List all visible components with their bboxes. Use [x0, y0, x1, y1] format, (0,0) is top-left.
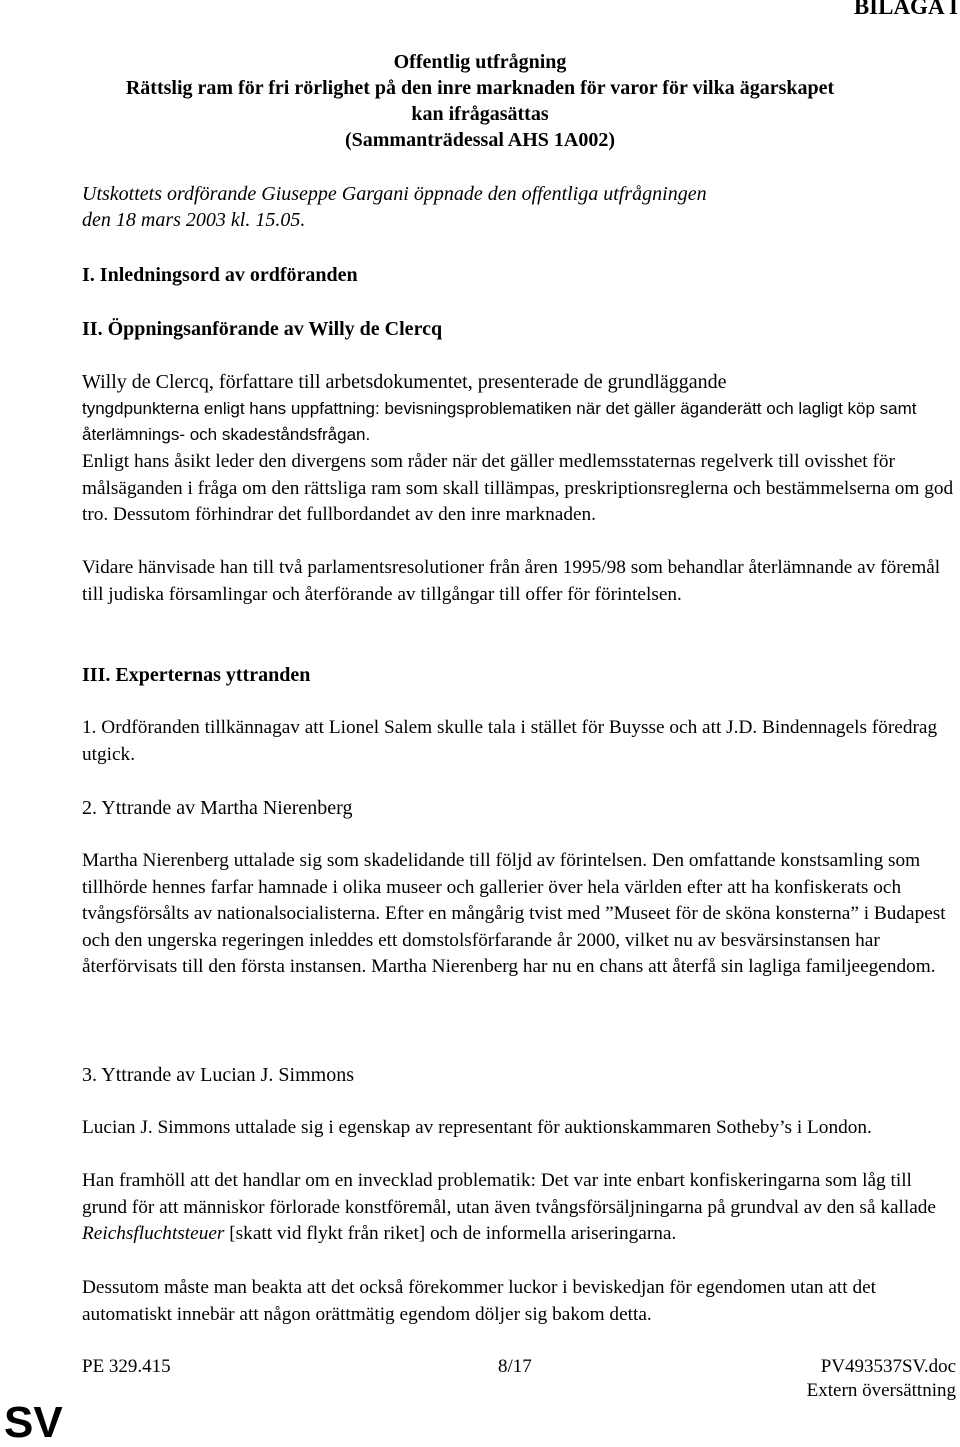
title-subject-cont: kan ifrågasättas [411, 103, 549, 125]
section-2-p2: Enligt hans åsikt leder den divergens som råder när det gäller medlemsstaternas regelverk till ovisshet för målsäganden i fråga om den rättsliga ram som skall tillämpas, preskriptionsreglerna och bestämmelserna om god tro. Dessutom förhindrar det fullbordandet av den inre marknaden. [82, 451, 954, 525]
section-2-p1-rest: tyngdpunkterna enligt hans uppfattning: bevisningsproblematiken när det gäller äganderätt och lagligt köp samt återlämnings- och skadeståndsfrågan. [82, 399, 917, 444]
item-3-p2-text-b: [skatt vid flykt från riket] och de informella ariseringarna. [224, 1223, 677, 1244]
section-2-p1-line1: Willy de Clercq, författare till arbetsdokumentet, presenterade de grundläggande [82, 371, 727, 393]
item-3-paragraph-3: Dessutom måste man beakta att det också förekommer luckor i beviskedjan för egendomen utan att det automatiskt innebär att någon orättmätig egendom döljer sig bakom detta. [82, 1277, 877, 1325]
intro-line-1: Utskottets ordförande Giuseppe Gargani öppnade den offentliga utfrågningen [82, 183, 707, 205]
section-1-heading: I. Inledningsord av ordföranden [82, 264, 358, 286]
item-3-p2-text-a: Han framhöll att det handlar om en invecklad problematik: Det var inte enbart konfiskeringarna som låg till grund för att människor förlorade konstföremål, utan även tvångsförsäljningarna på grundval av den så kallade [82, 1170, 936, 1218]
section-2-heading: II. Öppningsanförande av Willy de Clercq [82, 318, 443, 340]
language-code: SV [4, 1398, 63, 1447]
title-hearing: Offentlig utfrågning [393, 51, 567, 73]
item-2-heading: 2. Yttrande av Martha Nierenberg [82, 797, 353, 819]
section-2-p3: Vidare hänvisade han till två parlamentsresolutioner från åren 1995/98 som behandlar återlämnande av föremål till judiska församlingar och återförande av tillgångar till offer för förintelsen. [82, 557, 941, 605]
item-2-paragraph: Martha Nierenberg uttalade sig som skadelidande till följd av förintelsen. Den omfattande konstsamling som tillhörde hennes farfar hamnade i olika museer och gallerier över hela världen efter att ha konfiskerats och tvångsförsålts av nationalsocialisterna. Efter en mångårig tvist med ”Museet för de sköna konsterna” i Budapest och den ungerska regeringen inleddes ett domstolsförfarande år 2000, vilket nu av besvärsinstansen har återförvisats till den första instansen. Martha Nierenberg har nu en chans att återfå sin lagliga familjeegendom. [82, 850, 946, 977]
item-3-heading: 3. Yttrande av Lucian J. Simmons [82, 1064, 354, 1086]
item-3-paragraph-1: Lucian J. Simmons uttalade sig i egenskap av representant för auktionskammaren Sotheby’s i London. [82, 1117, 872, 1138]
annex-label: BILAGA I [853, 0, 958, 19]
reichsfluchtsteuer-term: Reichsfluchtsteuer [82, 1223, 225, 1244]
title-room: (Sammanträdessal AHS 1A002) [344, 129, 615, 151]
title-subject: Rättslig ram för fri rörlighet på den inre marknaden för varor för vilka ägarskapet [125, 77, 835, 99]
footer-reference: PE 329.415 [82, 1356, 171, 1377]
section-3-heading: III. Experternas yttranden [82, 664, 311, 686]
footer-doc-name: PV493537SV.doc [820, 1356, 956, 1377]
intro-line-2: den 18 mars 2003 kl. 15.05. [82, 209, 306, 231]
item-3-paragraph-2 [82, 1168, 960, 1248]
footer-translation-note: Extern översättning [806, 1380, 956, 1401]
section-3-item-1: 1. Ordföranden tillkännagav att Lionel Salem skulle tala i stället för Buysse och att J.D. Bindennagels föredrag utgick. [82, 717, 938, 765]
footer-page-number: 8/17 [498, 1356, 532, 1377]
